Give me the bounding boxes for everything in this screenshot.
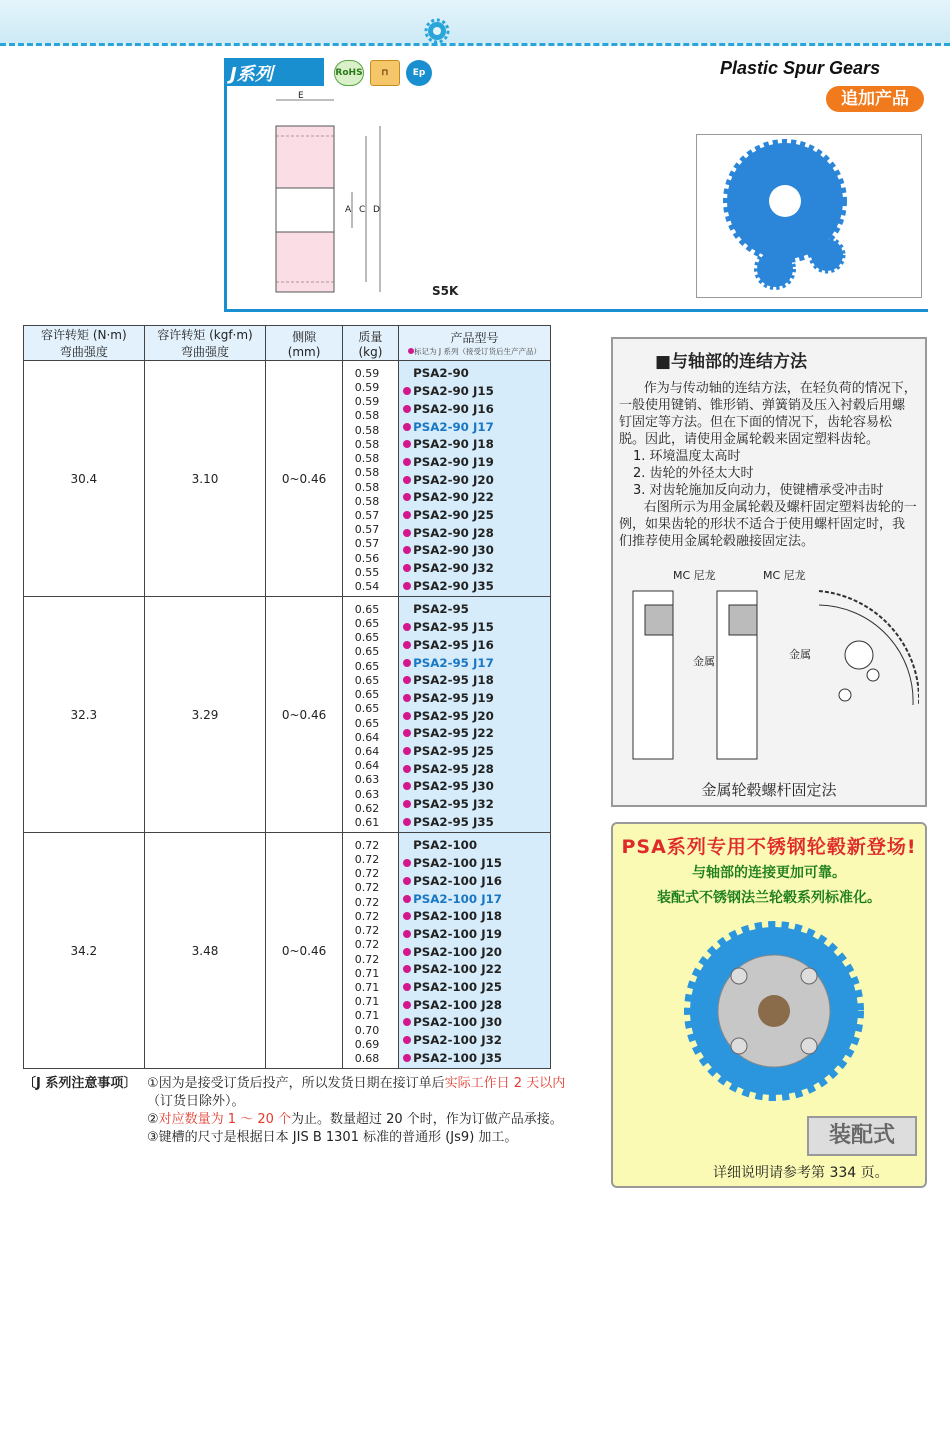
- weight-value: 0.72: [354, 867, 380, 881]
- model-number: PSA2-100: [413, 838, 478, 853]
- model-number: PSA2-90 J19: [403, 454, 550, 472]
- backlash-cell: 0~0.46: [266, 361, 342, 597]
- weight-value: 0.58: [354, 452, 380, 466]
- j-series-dot-icon: [403, 511, 411, 519]
- weight-value: 0.72: [354, 895, 380, 909]
- model-cell: [399, 833, 551, 1069]
- j-series-dot-icon: [403, 423, 411, 431]
- weight-value: 0.72: [354, 838, 380, 852]
- weight-cell: [342, 833, 398, 1069]
- drawing-caption: 金属轮毂螺杆固定法: [701, 781, 837, 799]
- weight-value: 0.72: [354, 924, 380, 938]
- panel-title: ■与轴部的连结方法: [655, 352, 808, 372]
- weight-value: 0.65: [354, 673, 380, 687]
- weight-value: 0.72: [354, 881, 380, 895]
- weight-value: 0.57: [354, 537, 380, 551]
- weight-value: 0.72: [354, 853, 380, 867]
- material-label: S5K: [432, 284, 459, 298]
- model-number: PSA2-100 J15: [403, 855, 550, 873]
- gear-section-drawing: [262, 92, 402, 302]
- j-series-dot-icon: [403, 859, 411, 867]
- hdr-weight: 质量 (kg): [342, 326, 398, 361]
- promo-sub-1: 与轴部的连接更加可靠。: [692, 865, 846, 881]
- j-series-dot-icon: [403, 564, 411, 572]
- hdr-torque-nm: 容许转矩 (N·m) 弯曲强度: [24, 326, 145, 361]
- label-mc-nylon-1: MC 尼龙: [673, 569, 716, 582]
- model-number: PSA2-95 J15: [403, 619, 550, 637]
- torque-nm-cell: 32.3: [24, 597, 145, 833]
- torque-kgf-cell: 3.10: [144, 361, 266, 597]
- model-number: PSA2-100 J17: [403, 891, 550, 909]
- model-number: PSA2-90: [413, 366, 469, 381]
- weight-value: 0.58: [354, 494, 380, 508]
- weight-value: 0.65: [354, 716, 380, 730]
- hdr-torque-kgf: 容许转矩 (kgf·m) 弯曲强度: [144, 326, 266, 361]
- weight-value: 0.65: [354, 602, 380, 616]
- model-number: PSA2-95 J22: [403, 725, 550, 743]
- backlash-cell: 0~0.46: [266, 597, 342, 833]
- table-row: [24, 361, 551, 597]
- model-number: PSA2-90 J17: [403, 419, 550, 437]
- note-3: ③键槽的尺寸是根据日本 JIS B 1301 标准的普通形 (Js9) 加工。: [147, 1130, 518, 1145]
- weight-value: 0.71: [354, 966, 380, 980]
- model-number: PSA2-90 J30: [403, 542, 550, 560]
- product-photo: [696, 134, 922, 298]
- weight-value: 0.59: [354, 381, 380, 395]
- hdr-model: 产品型号 标记为 J 系列（接受订货后生产产品）: [399, 326, 551, 361]
- torque-nm-cell: 34.2: [24, 833, 145, 1069]
- jig-icon: ⊓: [370, 60, 400, 86]
- j-series-dot-icon: [403, 440, 411, 448]
- j-series-dot-icon: [403, 476, 411, 484]
- model-number: PSA2-90 J22: [403, 489, 550, 507]
- j-series-dot-icon: [403, 712, 411, 720]
- weight-value: 0.65: [354, 645, 380, 659]
- list-item: 3. 对齿轮施加反向动力，使键槽承受冲击时: [633, 483, 884, 498]
- weight-value: 0.71: [354, 1009, 380, 1023]
- weight-value: 0.65: [354, 702, 380, 716]
- weight-value: 0.61: [354, 815, 380, 829]
- model-number: PSA2-95 J25: [403, 743, 550, 761]
- list-item: 2. 齿轮的外径太大时: [633, 466, 754, 481]
- series-label: J系列: [224, 58, 324, 86]
- weight-value: 0.72: [354, 938, 380, 952]
- weight-value: 0.71: [354, 995, 380, 1009]
- model-cell: [399, 597, 551, 833]
- j-series-dot-icon: [403, 1036, 411, 1044]
- hub-screw-drawing: [623, 565, 919, 771]
- j-series-dot-icon: [403, 582, 411, 590]
- model-number: PSA2-100 J19: [403, 926, 550, 944]
- weight-value: 0.69: [354, 1037, 380, 1051]
- product-title-en: Plastic Spur Gears: [720, 58, 881, 78]
- j-series-dot-icon: [403, 1054, 411, 1062]
- j-series-dot-icon: [403, 800, 411, 808]
- j-series-dot-icon: [403, 729, 411, 737]
- j-series-dot-icon: [403, 965, 411, 973]
- badge-row: [334, 60, 432, 86]
- weight-value: 0.54: [354, 579, 380, 593]
- weight-value: 0.71: [354, 980, 380, 994]
- rohs-icon: RoHS: [334, 60, 364, 86]
- gear-hub-photo-icon: [679, 916, 869, 1106]
- j-series-dot-icon: [403, 623, 411, 631]
- weight-value: 0.65: [354, 617, 380, 631]
- model-number: PSA2-95 J28: [403, 761, 550, 779]
- weight-value: 0.72: [354, 909, 380, 923]
- j-series-dot-icon: [403, 405, 411, 413]
- j-series-dot-icon: [403, 765, 411, 773]
- weight-value: 0.58: [354, 466, 380, 480]
- j-series-dot-icon: [403, 895, 411, 903]
- note-1: ①因为是接受订货后投产，所以发货日期在接订单后实际工作日 2 天以内（订货日除外）。: [147, 1076, 566, 1109]
- model-number: PSA2-90 J15: [403, 383, 550, 401]
- table-row: [24, 597, 551, 833]
- model-number: PSA2-100 J30: [403, 1014, 550, 1032]
- model-number: PSA2-100 J20: [403, 944, 550, 962]
- backlash-cell: 0~0.46: [266, 833, 342, 1069]
- j-series-dot-icon: [403, 818, 411, 826]
- j-series-dot-icon: [403, 641, 411, 649]
- j-series-dot-icon: [403, 930, 411, 938]
- weight-value: 0.57: [354, 508, 380, 522]
- promo-title: PSA系列专用不锈钢轮毂新登场!: [621, 836, 917, 858]
- torque-nm-cell: 30.4: [24, 361, 145, 597]
- j-series-dot-icon: [403, 782, 411, 790]
- j-series-dot-icon: [403, 877, 411, 885]
- ep-icon: Ep: [406, 60, 432, 86]
- dim-label-e: E: [298, 91, 304, 101]
- j-series-dot-icon: [403, 493, 411, 501]
- weight-value: 0.62: [354, 801, 380, 815]
- weight-value: 0.58: [354, 409, 380, 423]
- model-number: PSA2-95 J20: [403, 708, 550, 726]
- weight-cell: [342, 361, 398, 597]
- panel-para-1: 作为与传动轴的连结方法，在轻负荷的情况下，一般使用键销、锥形销、弹簧销及压入衬毂后用螺钉固定等方法。但在下面的情况下，齿轮容易松脱。因此，请使用金属轮毂来固定塑料齿轮。: [619, 381, 917, 447]
- model-number: PSA2-90 J18: [403, 436, 550, 454]
- weight-value: 0.65: [354, 631, 380, 645]
- j-series-dot-icon: [403, 387, 411, 395]
- model-number: PSA2-100 J35: [403, 1050, 550, 1068]
- model-number: PSA2-95 J19: [403, 690, 550, 708]
- weight-value: 0.58: [354, 437, 380, 451]
- model-cell: [399, 361, 551, 597]
- dim-label-c: C: [359, 205, 366, 215]
- model-number: PSA2-95 J16: [403, 637, 550, 655]
- model-number: PSA2-90 J25: [403, 507, 550, 525]
- list-item: 1. 环境温度太高时: [633, 449, 741, 464]
- j-series-dot-icon: [403, 983, 411, 991]
- model-number: PSA2-100 J22: [403, 961, 550, 979]
- weight-value: 0.65: [354, 688, 380, 702]
- j-series-dot-icon: [403, 948, 411, 956]
- model-number: PSA2-95 J18: [403, 672, 550, 690]
- weight-value: 0.58: [354, 480, 380, 494]
- page-reference: 详细说明请参考第 334 页。: [713, 1165, 889, 1181]
- gear-photo-icon: [697, 135, 923, 299]
- model-number: PSA2-90 J32: [403, 560, 550, 578]
- j-series-dot-icon: [403, 1018, 411, 1026]
- j-series-dot-icon: [403, 659, 411, 667]
- torque-kgf-cell: 3.29: [144, 597, 266, 833]
- hdr-backlash: 侧隙 (mm): [266, 326, 342, 361]
- model-number: PSA2-95 J17: [403, 655, 550, 673]
- note-2: ②对应数量为 1 ～ 20 个为止。数量超过 20 个时，作为订做产品承接。: [147, 1112, 563, 1127]
- model-number: PSA2-100 J16: [403, 873, 550, 891]
- top-band: [0, 0, 950, 46]
- weight-value: 0.58: [354, 423, 380, 437]
- weight-value: 0.70: [354, 1023, 380, 1037]
- j-series-dot-icon: [403, 458, 411, 466]
- weight-cell: [342, 597, 398, 833]
- dim-label-a: A: [345, 205, 352, 215]
- model-number: PSA2-100 J25: [403, 979, 550, 997]
- j-series-dot-icon: [403, 747, 411, 755]
- label-metal-2: 金属: [789, 648, 811, 661]
- model-number: PSA2-100 J18: [403, 908, 550, 926]
- j-series-dot-icon: [403, 1001, 411, 1009]
- shaft-connection-panel: [611, 337, 927, 807]
- model-number: PSA2-90 J20: [403, 472, 550, 490]
- torque-kgf-cell: 3.48: [144, 833, 266, 1069]
- weight-value: 0.57: [354, 523, 380, 537]
- gear-icon: [424, 18, 450, 44]
- panel-para-2: 右图所示为用金属轮毂及螺杆固定塑料齿轮的一例，如果齿轮的形状不适合于使用螺杆固定时，我们推荐使用金属轮毂融接固定法。: [619, 500, 917, 549]
- model-number: PSA2-95 J32: [403, 796, 550, 814]
- new-product-badge: 追加产品: [826, 86, 924, 112]
- model-number: PSA2-95 J35: [403, 814, 550, 832]
- model-number: PSA2-100 J32: [403, 1032, 550, 1050]
- weight-value: 0.72: [354, 952, 380, 966]
- stainless-hub-panel: [611, 822, 927, 1188]
- label-metal-1: 金属: [693, 655, 715, 668]
- weight-value: 0.65: [354, 659, 380, 673]
- model-number: PSA2-90 J28: [403, 525, 550, 543]
- weight-value: 0.64: [354, 730, 380, 744]
- weight-value: 0.55: [354, 565, 380, 579]
- assembled-type-label: 装配式: [807, 1116, 917, 1156]
- weight-value: 0.63: [354, 787, 380, 801]
- weight-value: 0.64: [354, 759, 380, 773]
- dim-label-d: D: [373, 205, 380, 215]
- model-number: PSA2-100 J28: [403, 997, 550, 1015]
- j-series-dot-icon: [403, 694, 411, 702]
- notes-label: 〔J 系列注意事项〕: [23, 1076, 137, 1091]
- weight-value: 0.59: [354, 395, 380, 409]
- weight-value: 0.63: [354, 773, 380, 787]
- label-mc-nylon-2: MC 尼龙: [763, 569, 806, 582]
- model-number: PSA2-95: [413, 602, 469, 617]
- model-number: PSA2-95 J30: [403, 778, 550, 796]
- j-series-dot-icon: [403, 676, 411, 684]
- j-series-dot-icon: [403, 546, 411, 554]
- model-number: PSA2-90 J35: [403, 578, 550, 596]
- weight-value: 0.68: [354, 1051, 380, 1065]
- j-series-dot-icon: [403, 912, 411, 920]
- weight-value: 0.64: [354, 744, 380, 758]
- table-row: [24, 833, 551, 1069]
- j-series-dot-icon: [403, 529, 411, 537]
- spec-table: [23, 325, 551, 1069]
- promo-sub-2: 装配式不锈钢法兰轮毂系列标准化。: [657, 890, 881, 906]
- model-number: PSA2-90 J16: [403, 401, 550, 419]
- weight-value: 0.56: [354, 551, 380, 565]
- weight-value: 0.59: [354, 366, 380, 380]
